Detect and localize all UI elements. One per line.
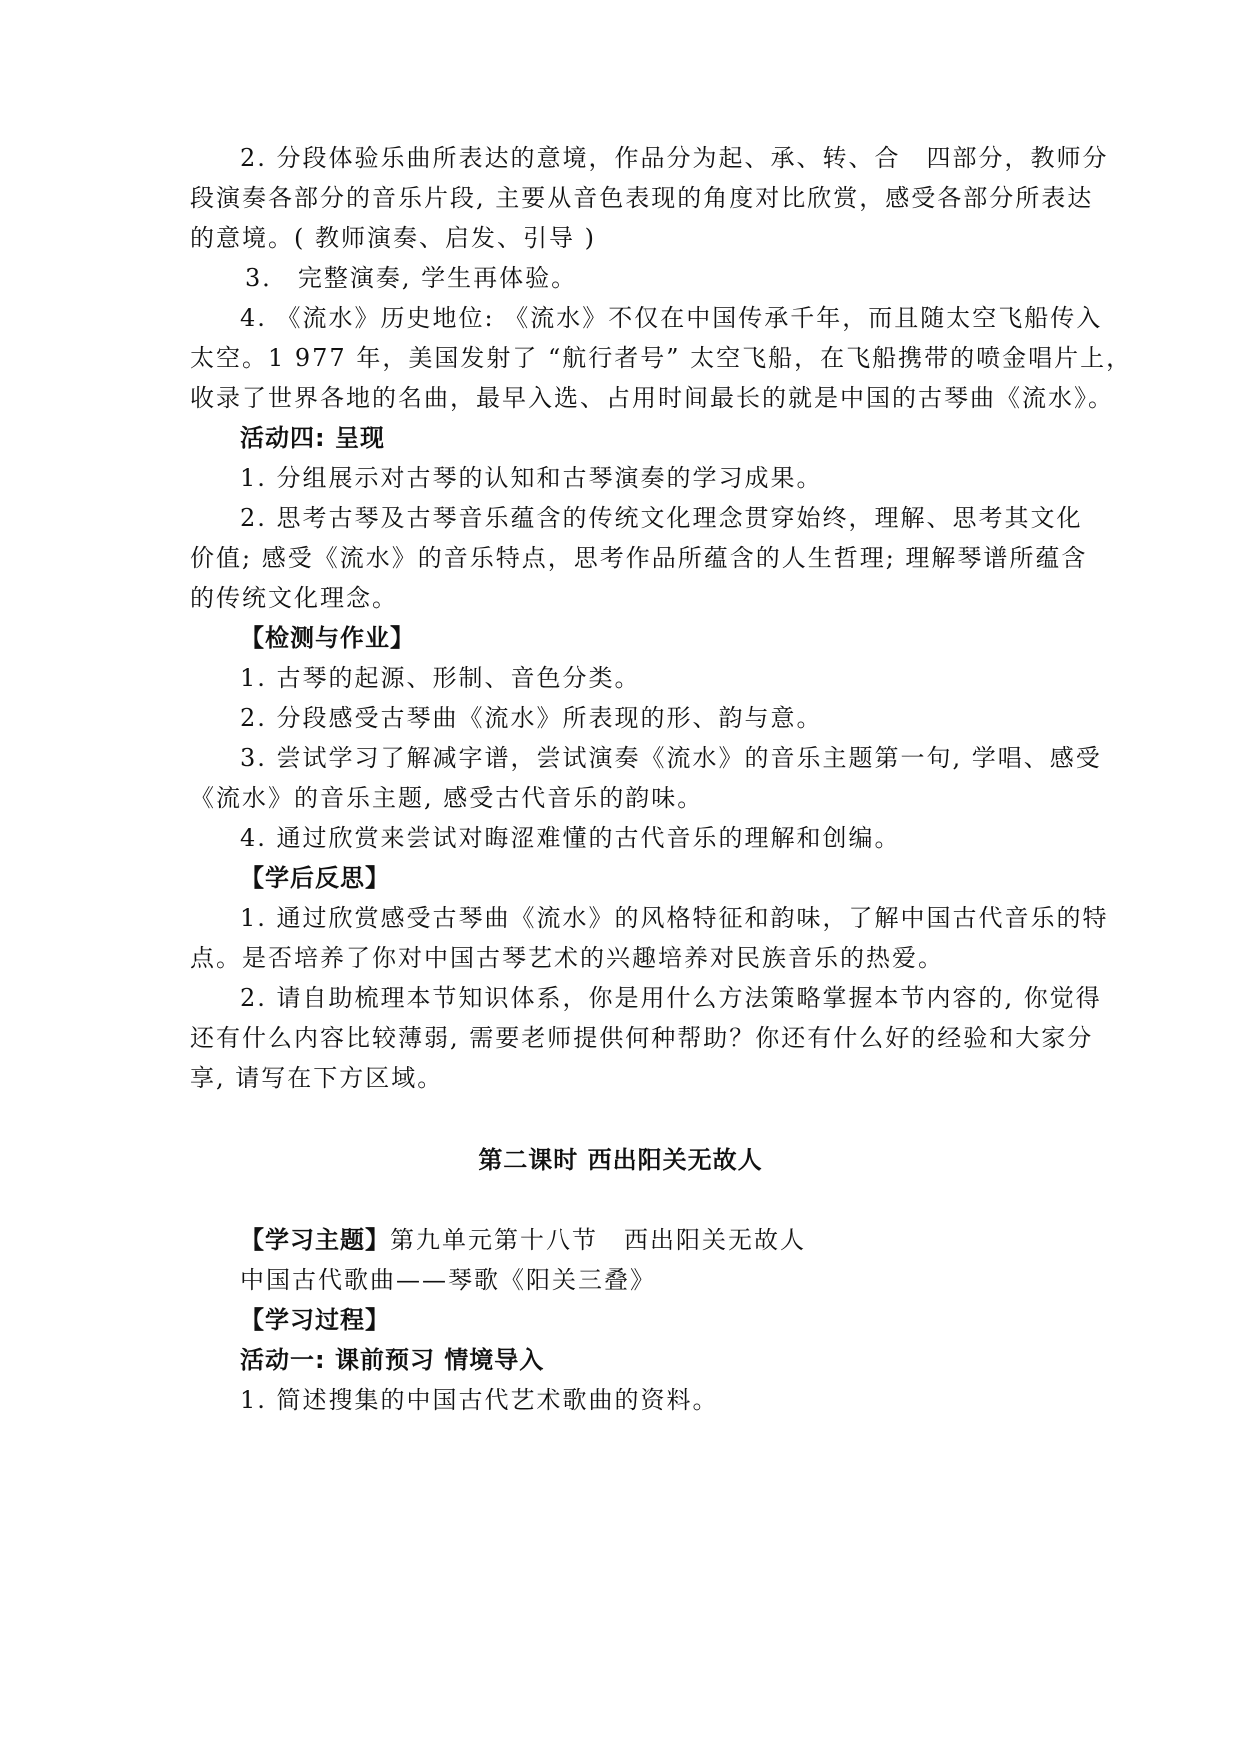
paragraph-line: 点。是否培养了你对中国古琴艺术的兴趣培养对民族音乐的热爱。: [190, 944, 944, 972]
activity-heading: 活动一: 课前预习 情境导入: [240, 1346, 545, 1374]
paragraph-line: 1. 古琴的起源、形制、音色分类。: [240, 664, 641, 692]
theme-line: [240, 1224, 1070, 1256]
paragraph-line: 的意境。( 教师演奏、启发、引导 ): [190, 224, 596, 252]
paragraph-line: 收录了世界各地的名曲，最早入选、占用时间最长的就是中国的古琴曲《流水》。: [190, 384, 1114, 412]
paragraph-line: 3. 尝试学习了解减字谱，尝试演奏《流水》的音乐主题第一句, 学唱、感受: [240, 744, 1102, 772]
paragraph-line: 还有什么内容比较薄弱, 需要老师提供何种帮助？你还有什么好的经验和大家分: [190, 1024, 1094, 1052]
paragraph-line: 2. 分段体验乐曲所表达的意境，作品分为起、承、转、合 四部分，教师分: [240, 144, 1109, 172]
paragraph-line: 享, 请写在下方区域。: [190, 1064, 444, 1092]
paragraph-line: 《流水》的音乐主题, 感受古代音乐的韵味。: [190, 784, 704, 812]
paragraph-line: 的传统文化理念。: [190, 584, 398, 612]
theme-text: 第九单元第十八节 西出阳关无故人: [390, 1226, 806, 1254]
paragraph-line: 1. 通过欣赏感受古琴曲《流水》的风格特征和韵味，了解中国古代音乐的特: [240, 904, 1109, 932]
paragraph-line: 太空。1 977 年，美国发射了 “航行者号” 太空飞船，在飞船携带的喷金唱片上，: [190, 344, 1133, 372]
lesson-title: 第二课时 西出阳关无故人: [478, 1146, 763, 1174]
paragraph-line: 2. 思考古琴及古琴音乐蕴含的传统文化理念贯穿始终，理解、思考其文化: [240, 504, 1083, 532]
paragraph-line: 3． 完整演奏, 学生再体验。: [245, 264, 578, 292]
section-heading: 【检测与作业】: [240, 624, 415, 652]
paragraph-line: 2. 请自助梳理本节知识体系，你是用什么方法策略掌握本节内容的, 你觉得: [240, 984, 1102, 1012]
paragraph-line: 1. 简述搜集的中国古代艺术歌曲的资料。: [240, 1386, 719, 1414]
section-heading: 活动四: 呈现: [240, 424, 385, 452]
subtitle-line: 中国古代歌曲——琴歌《阳关三叠》: [240, 1266, 656, 1294]
paragraph-line: 4. 《流水》历史地位: 《流水》不仅在中国传承千年，而且随太空飞船传入: [240, 304, 1103, 332]
section-heading: 【学后反思】: [240, 864, 390, 892]
paragraph-line: 段演奏各部分的音乐片段, 主要从音色表现的角度对比欣赏，感受各部分所表达: [190, 184, 1094, 212]
theme-label: 【学习主题】: [240, 1226, 390, 1254]
section-heading: 【学习过程】: [240, 1306, 390, 1334]
paragraph-line: 价值; 感受《流水》的音乐特点，思考作品所蕴含的人生哲理; 理解琴谱所蕴含: [190, 544, 1088, 572]
paragraph-line: 4. 通过欣赏来尝试对晦涩难懂的古代音乐的理解和创编。: [240, 824, 901, 852]
paragraph-line: 2. 分段感受古琴曲《流水》所表现的形、韵与意。: [240, 704, 823, 732]
paragraph-line: 1. 分组展示对古琴的认知和古琴演奏的学习成果。: [240, 464, 823, 492]
